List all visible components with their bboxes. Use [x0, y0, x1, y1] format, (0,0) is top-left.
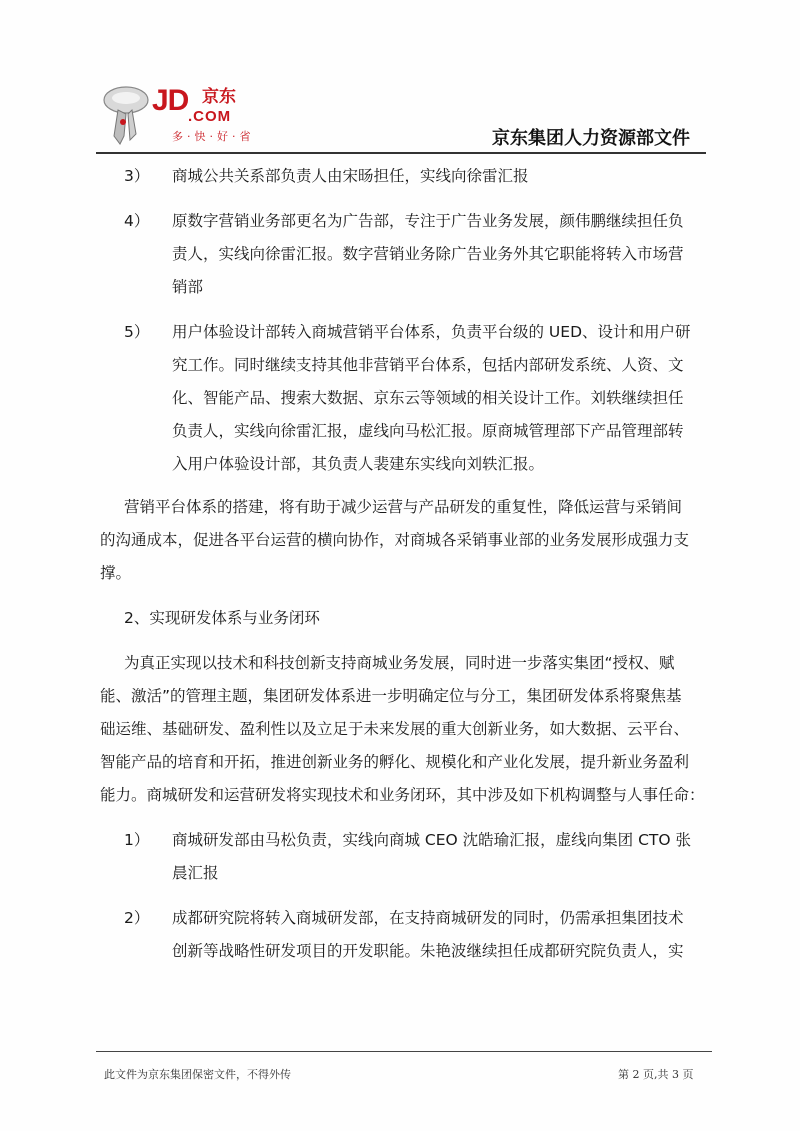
text-line: 商城研发部由马松负责，实线向商城 CEO 沈皓瑜汇报，虚线向集团 CTO 张 [172, 831, 692, 849]
text-line: 究工作。同时继续支持其他非营销平台体系，包括内部研发系统、人资、文 [172, 356, 684, 374]
confidential-notice: 此文件为京东集团保密文件，不得外传 [104, 1068, 291, 1081]
page-number: 第 2 页,共 3 页 [618, 1068, 694, 1081]
text-line: 销部 [172, 278, 204, 296]
document-title: 京东集团人力资源部文件 [492, 128, 690, 149]
text-line: 入用户体验设计部，其负责人裴建东实线向刘轶汇报。 [172, 455, 545, 473]
text-line: 能力。商城研发和运营研发将实现技术和业务闭环，其中涉及如下机构调整与人事任命： [100, 786, 705, 804]
list-item-r2 [100, 902, 710, 968]
text-line: 责人，实线向徐雷汇报。数字营销业务除广告业务外其它职能将转入市场营 [172, 245, 684, 263]
list-item-5 [100, 316, 710, 481]
list-item-3 [100, 160, 710, 193]
list-number: 3） [124, 167, 150, 185]
footer-divider [96, 1051, 712, 1052]
text-line: 晨汇报 [172, 864, 219, 882]
document-body [100, 160, 710, 968]
text-line: 负责人，实线向徐雷汇报，虚线向马松汇报。原商城管理部下产品管理部转 [172, 422, 684, 440]
logo-domain: .COM [188, 108, 232, 125]
text-line: 用户体验设计部转入商城营销平台体系，负责平台级的 UED、设计和用户研 [172, 323, 691, 341]
text-line: 的沟通成本，促进各平台运营的横向协作，对商城各采销事业部的业务发展形成强力支 [100, 531, 690, 549]
header-divider [96, 152, 706, 154]
text-line: 创新等战略性研发项目的开发职能。朱艳波继续担任成都研究院负责人，实 [172, 942, 684, 960]
list-number: 1） [124, 831, 150, 849]
logo-brand-cn: 京东 [202, 87, 236, 107]
list-item-r1 [100, 824, 710, 890]
jd-logo [96, 78, 266, 150]
list-number: 4） [124, 212, 150, 230]
list-number: 2） [124, 909, 150, 927]
logo-slogan: 多·快·好·省 [172, 130, 255, 143]
list-number: 5） [124, 323, 150, 341]
text-line: 础运维、基础研发、盈利性以及立足于未来发展的重大创新业务，如大数据、云平台、 [100, 720, 690, 738]
logo-brand-text: JD [152, 84, 189, 117]
jd-dog-mascot-icon [96, 78, 156, 148]
text-line: 成都研究院将转入商城研发部，在支持商城研发的同时，仍需承担集团技术 [172, 909, 684, 927]
list-text: 商城公共关系部负责人由宋旸担任，实线向徐雷汇报 [172, 167, 529, 185]
text-line: 营销平台体系的搭建，将有助于减少运营与产品研发的重复性，降低运营与采销间 [124, 498, 683, 516]
text-line: 能、激活”的管理主题，集团研发体系进一步明确定位与分工，集团研发体系将聚焦基 [100, 687, 682, 705]
text-line: 撑。 [100, 564, 132, 582]
text-line: 原数字营销业务部更名为广告部，专注于广告业务发展，颜伟鹏继续担任负 [172, 212, 684, 230]
section-heading: 2、实现研发体系与业务闭环 [124, 609, 320, 627]
paragraph-platform-summary [100, 491, 710, 590]
text-line: 化、智能产品、搜索大数据、京东云等领域的相关设计工作。刘轶继续担任 [172, 389, 684, 407]
text-line: 智能产品的培育和开拓，推进创新业务的孵化、规模化和产业化发展，提升新业务盈利 [100, 753, 690, 771]
paragraph-rd-system [100, 647, 710, 812]
list-item-4 [100, 205, 710, 304]
text-line: 为真正实现以技术和科技创新支持商城业务发展，同时进一步落实集团“授权、赋 [124, 654, 675, 672]
